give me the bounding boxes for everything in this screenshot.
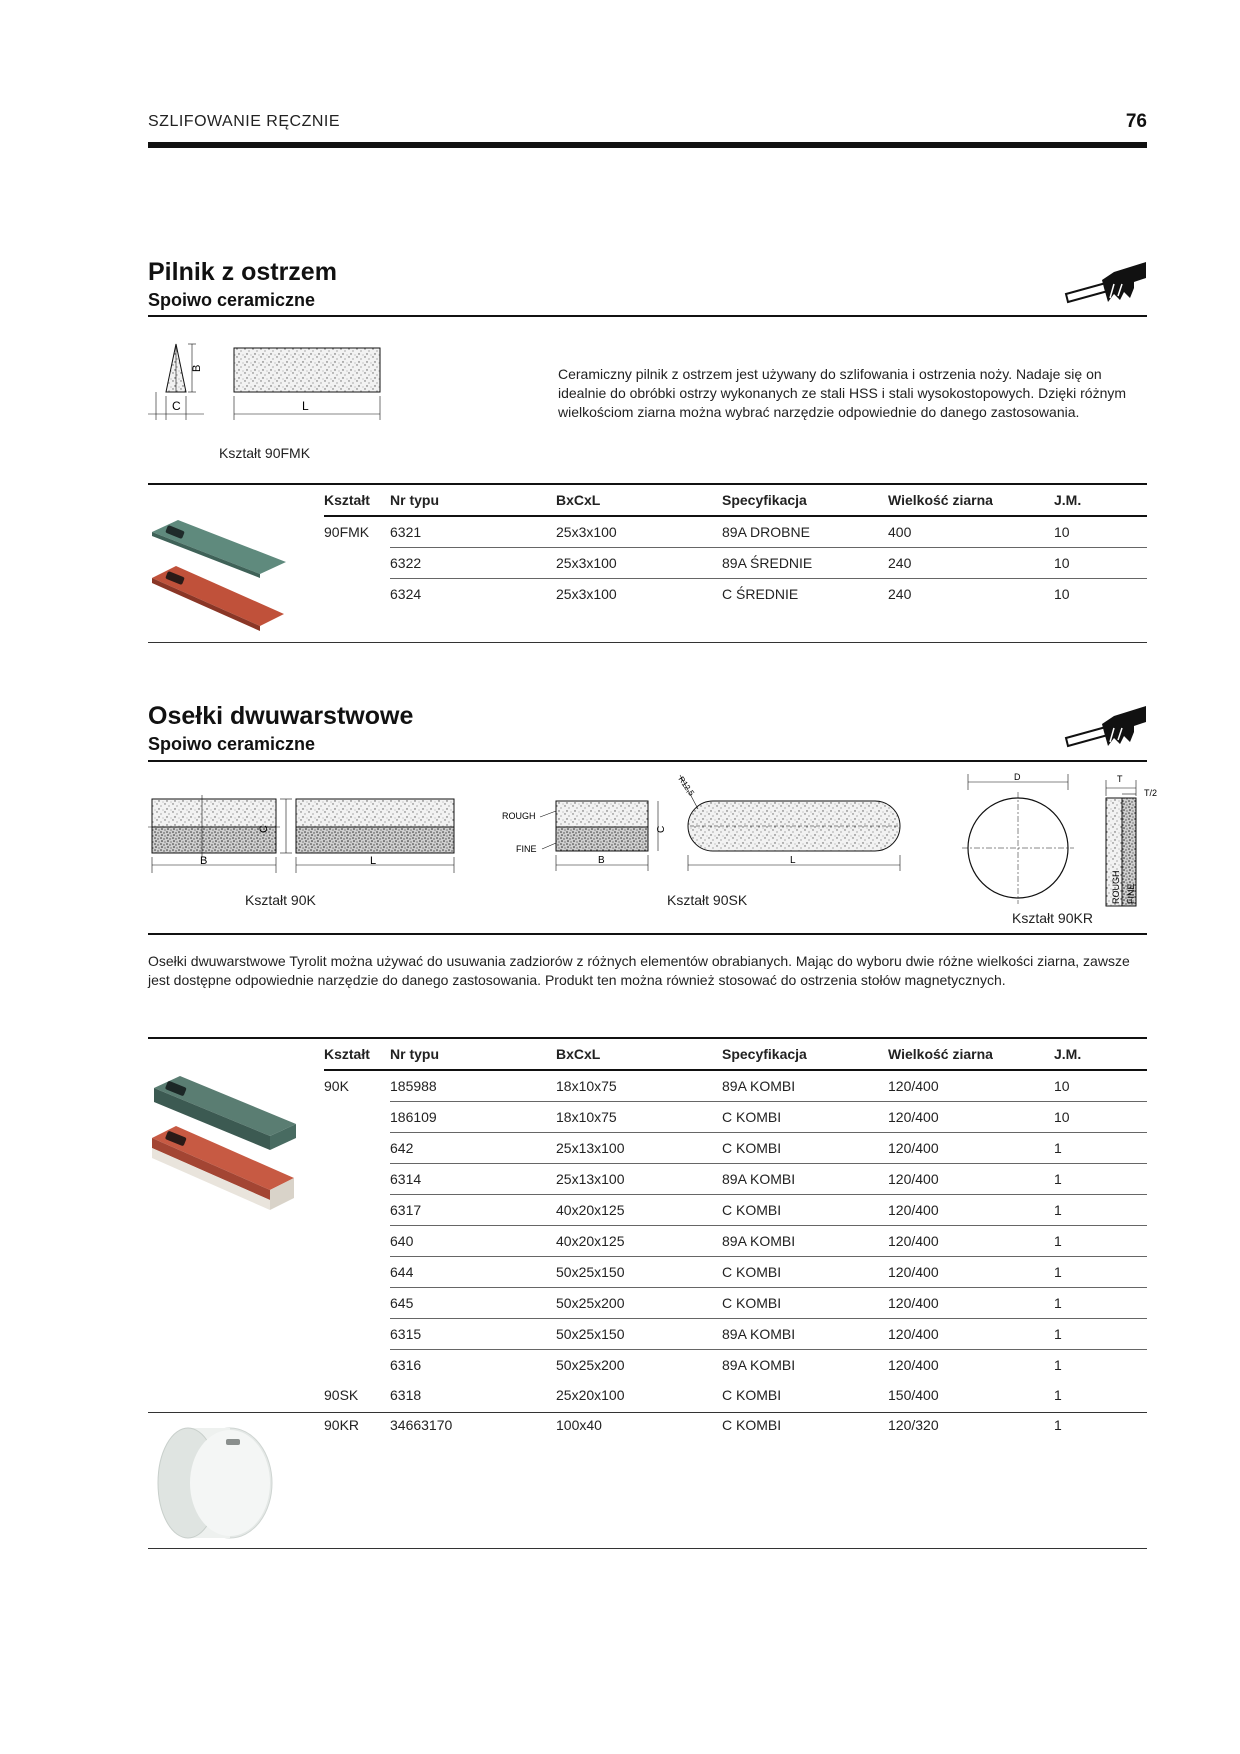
cell-bxcxl: 50x25x150 (556, 1257, 722, 1288)
cell-jm: 10 (1054, 586, 1070, 602)
cell-wielkosc-ziarna: 240 (888, 548, 1054, 579)
cell-jm: 1 (1054, 1288, 1147, 1319)
cell-nr-typu: 6322 (390, 548, 556, 579)
table2-group-rule (148, 1412, 1147, 1413)
cell-specyfikacja: 89A ŚREDNIE (722, 548, 888, 579)
cell-ksztalt (324, 1133, 390, 1164)
cell-specyfikacja: 89A KOMBI (722, 1357, 796, 1373)
dim-label-t: T (1117, 774, 1123, 784)
page-number: 76 (1125, 111, 1147, 132)
cell-bxcxl: 25x20x100 (556, 1387, 625, 1403)
col-header-specyfikacja: Specyfikacja (722, 492, 807, 508)
cell-nr-typu: 6321 (390, 517, 556, 548)
cell-wielkosc-ziarna: 150/400 (888, 1387, 939, 1403)
label-fine: FINE (516, 844, 537, 854)
table-row (324, 1288, 1147, 1319)
cell-bxcxl: 25x13x100 (556, 1133, 722, 1164)
section1-description: Ceramiczny pilnik z ostrzem jest używany do szlifowania i ostrzenia noży. Nadaje się on idealnie do obróbki ostrzy wykonanych ze stali HSS i stali wysokostopowych. Dzięki różnym wielkościom ziarna można wybrać narzędzie odpowiednie do danego zastosowania. (558, 366, 1127, 420)
cell-nr-typu: 185988 (390, 1071, 556, 1102)
table-row (324, 1164, 1147, 1195)
label-radius: R12,5 (676, 774, 697, 798)
dim-label-l: L (302, 399, 309, 413)
cell-specyfikacja: C KOMBI (722, 1288, 888, 1319)
cell-nr-typu: 6316 (390, 1357, 422, 1373)
cell-ksztalt (324, 1195, 390, 1226)
cell-nr-typu: 6315 (390, 1319, 556, 1350)
section1-rule (148, 315, 1147, 317)
col-header-wielkosc-ziarna: Wielkość ziarna (888, 1046, 993, 1062)
cell-jm: 1 (1054, 1226, 1147, 1257)
table-row (324, 1410, 1147, 1440)
cell-bxcxl: 100x40 (556, 1417, 602, 1433)
col-header-jm: J.M. (1054, 492, 1082, 508)
cell-ksztalt: 90SK (324, 1387, 359, 1403)
cell-ksztalt: 90K (324, 1078, 349, 1095)
section2-rule (148, 760, 1147, 762)
cell-wielkosc-ziarna: 120/400 (888, 1195, 1054, 1226)
table-row (324, 1195, 1147, 1226)
section2-subtitle: Spoiwo ceramiczne (148, 734, 316, 754)
cell-ksztalt (324, 579, 390, 610)
col-header-nr-typu: Nr typu (390, 492, 439, 508)
dim-label-c: C (656, 825, 667, 833)
cell-ksztalt (324, 1102, 390, 1133)
product-photo-90fmk (148, 518, 288, 640)
cell-nr-typu: 640 (390, 1226, 556, 1257)
dim-label-b: B (191, 364, 203, 372)
table-row (324, 1102, 1147, 1133)
cell-nr-typu: 6318 (390, 1387, 422, 1403)
cell-specyfikacja: 89A KOMBI (722, 1164, 888, 1195)
table-header-row (324, 485, 1147, 515)
col-header-jm: J.M. (1054, 1046, 1082, 1062)
table-row (324, 579, 1147, 610)
cell-jm: 1 (1054, 1164, 1147, 1195)
cell-ksztalt (324, 1319, 390, 1350)
cell-specyfikacja: C KOMBI (722, 1387, 782, 1403)
cell-specyfikacja: C KOMBI (722, 1133, 888, 1164)
cell-ksztalt: 90FMK (324, 524, 370, 541)
cell-jm: 1 (1054, 1257, 1147, 1288)
section1-title: Pilnik z ostrzem (148, 258, 337, 286)
cell-specyfikacja: C KOMBI (722, 1195, 888, 1226)
cell-jm: 10 (1054, 517, 1147, 548)
table-row (324, 517, 1147, 548)
cell-jm: 10 (1054, 548, 1147, 579)
cell-bxcxl: 25x3x100 (556, 586, 617, 602)
section2-title: Osełki dwuwarstwowe (148, 702, 414, 730)
table-90fmk (324, 485, 1147, 609)
hand-grinding-icon (1064, 258, 1148, 306)
shape-90sk-diagram (500, 765, 910, 875)
cell-bxcxl: 40x20x125 (556, 1195, 722, 1226)
cell-nr-typu: 642 (390, 1133, 556, 1164)
cell-bxcxl: 18x10x75 (556, 1102, 722, 1133)
table2-bottom-rule (148, 1548, 1147, 1549)
cell-jm: 1 (1054, 1133, 1147, 1164)
table-row (324, 1257, 1147, 1288)
table-row (324, 1071, 1147, 1102)
col-header-specyfikacja: Specyfikacja (722, 1046, 807, 1062)
section2-diagram-rule (148, 933, 1147, 935)
cell-specyfikacja: C ŚREDNIE (722, 586, 799, 602)
cell-ksztalt (324, 1257, 390, 1288)
cell-nr-typu: 6317 (390, 1195, 556, 1226)
table-row (324, 1319, 1147, 1350)
cell-ksztalt (324, 1226, 390, 1257)
cell-bxcxl: 25x3x100 (556, 548, 722, 579)
cell-specyfikacja: 89A DROBNE (722, 517, 888, 548)
cell-nr-typu: 645 (390, 1288, 556, 1319)
table-row (324, 1350, 1147, 1381)
cell-jm: 10 (1054, 1071, 1147, 1102)
col-header-ksztalt: Kształt (324, 1046, 370, 1062)
col-header-nr-typu: Nr typu (390, 1046, 439, 1062)
shape-90sk-caption: Kształt 90SK (667, 892, 748, 908)
cell-specyfikacja: C KOMBI (722, 1257, 888, 1288)
cell-wielkosc-ziarna: 120/400 (888, 1357, 939, 1373)
cell-bxcxl: 25x13x100 (556, 1164, 722, 1195)
cell-ksztalt (324, 1164, 390, 1195)
cell-nr-typu: 6314 (390, 1164, 556, 1195)
dim-label-c: C (258, 825, 270, 833)
shape-90fmk-diagram (148, 340, 388, 425)
cell-bxcxl: 18x10x75 (556, 1071, 722, 1102)
table-row (324, 1226, 1147, 1257)
label-rough: ROUGH (1111, 870, 1121, 904)
cell-wielkosc-ziarna: 120/400 (888, 1288, 1054, 1319)
cell-nr-typu: 34663170 (390, 1417, 453, 1433)
shape-90kr-caption: Kształt 90KR (1012, 910, 1093, 926)
cell-bxcxl: 25x3x100 (556, 517, 722, 548)
cell-jm: 1 (1054, 1417, 1062, 1433)
cell-nr-typu: 186109 (390, 1102, 556, 1133)
shape-90k-caption: Kształt 90K (245, 892, 316, 908)
cell-wielkosc-ziarna: 400 (888, 517, 1054, 548)
dim-label-c: C (172, 399, 181, 413)
cell-wielkosc-ziarna: 120/400 (888, 1164, 1054, 1195)
cell-ksztalt (324, 1350, 390, 1381)
cell-wielkosc-ziarna: 120/400 (888, 1319, 1054, 1350)
cell-bxcxl: 40x20x125 (556, 1226, 722, 1257)
cell-wielkosc-ziarna: 240 (888, 586, 912, 602)
cell-jm: 1 (1054, 1387, 1062, 1403)
table-row (324, 1133, 1147, 1164)
cell-wielkosc-ziarna: 120/320 (888, 1417, 939, 1433)
running-header-title: SZLIFOWANIE RĘCZNIE (148, 113, 341, 130)
col-header-wielkosc-ziarna: Wielkość ziarna (888, 492, 993, 508)
product-photo-90kr (148, 1425, 288, 1545)
cell-wielkosc-ziarna: 120/400 (888, 1071, 1054, 1102)
dim-label-d: D (1014, 772, 1021, 782)
cell-jm: 1 (1054, 1319, 1147, 1350)
cell-specyfikacja: C KOMBI (722, 1417, 782, 1433)
col-header-ksztalt: Kształt (324, 492, 370, 508)
section1-subtitle: Spoiwo ceramiczne (148, 290, 316, 310)
hand-grinding-icon (1064, 702, 1148, 750)
table1-bottom-rule (148, 642, 1147, 643)
cell-nr-typu: 6324 (390, 586, 422, 602)
shape-90k-diagram (148, 795, 468, 875)
section2-description: Osełki dwuwarstwowe Tyrolit można używać do usuwania zadziorów z różnych elementów obrabianych. Mając do wyboru dwie różne wielkości ziarna, zawsze jest dostępne odpowiednie narzędzie do danego zastosowania. Produkt ten można również stosować do ostrzenia stołów magnetycznych. (148, 953, 1130, 988)
table-90k-90sk-90kr (324, 1039, 1147, 1440)
shape-90fmk-caption: Kształt 90FMK (219, 445, 311, 461)
cell-ksztalt: 90KR (324, 1417, 360, 1433)
cell-specyfikacja: 89A KOMBI (722, 1226, 888, 1257)
cell-ksztalt (324, 1288, 390, 1319)
label-rough: ROUGH (502, 811, 536, 821)
product-photo-90k (148, 1072, 298, 1217)
cell-specyfikacja: C KOMBI (722, 1102, 888, 1133)
cell-wielkosc-ziarna: 120/400 (888, 1226, 1054, 1257)
cell-wielkosc-ziarna: 120/400 (888, 1133, 1054, 1164)
cell-jm: 1 (1054, 1357, 1062, 1373)
cell-wielkosc-ziarna: 120/400 (888, 1257, 1054, 1288)
table-row (324, 548, 1147, 579)
cell-nr-typu: 644 (390, 1257, 556, 1288)
dim-label-b: B (200, 855, 208, 867)
cell-bxcxl: 50x25x150 (556, 1319, 722, 1350)
shape-90kr-diagram (960, 770, 1170, 910)
dim-label-l: L (370, 855, 377, 867)
dim-label-t2: T/2 (1144, 788, 1158, 798)
cell-specyfikacja: 89A KOMBI (722, 1071, 888, 1102)
dim-label-l: L (790, 855, 796, 866)
dim-label-b: B (598, 855, 605, 866)
table-header-row (324, 1039, 1147, 1069)
col-header-bxcxl: BxCxL (556, 492, 601, 508)
label-fine: FINE (1126, 883, 1136, 904)
cell-ksztalt (324, 548, 390, 579)
cell-bxcxl: 50x25x200 (556, 1357, 625, 1373)
col-header-bxcxl: BxCxL (556, 1046, 601, 1062)
cell-bxcxl: 50x25x200 (556, 1288, 722, 1319)
header-rule (148, 142, 1147, 148)
cell-jm: 10 (1054, 1102, 1147, 1133)
cell-wielkosc-ziarna: 120/400 (888, 1102, 1054, 1133)
table-row (324, 1380, 1147, 1410)
cell-jm: 1 (1054, 1195, 1147, 1226)
cell-specyfikacja: 89A KOMBI (722, 1319, 888, 1350)
